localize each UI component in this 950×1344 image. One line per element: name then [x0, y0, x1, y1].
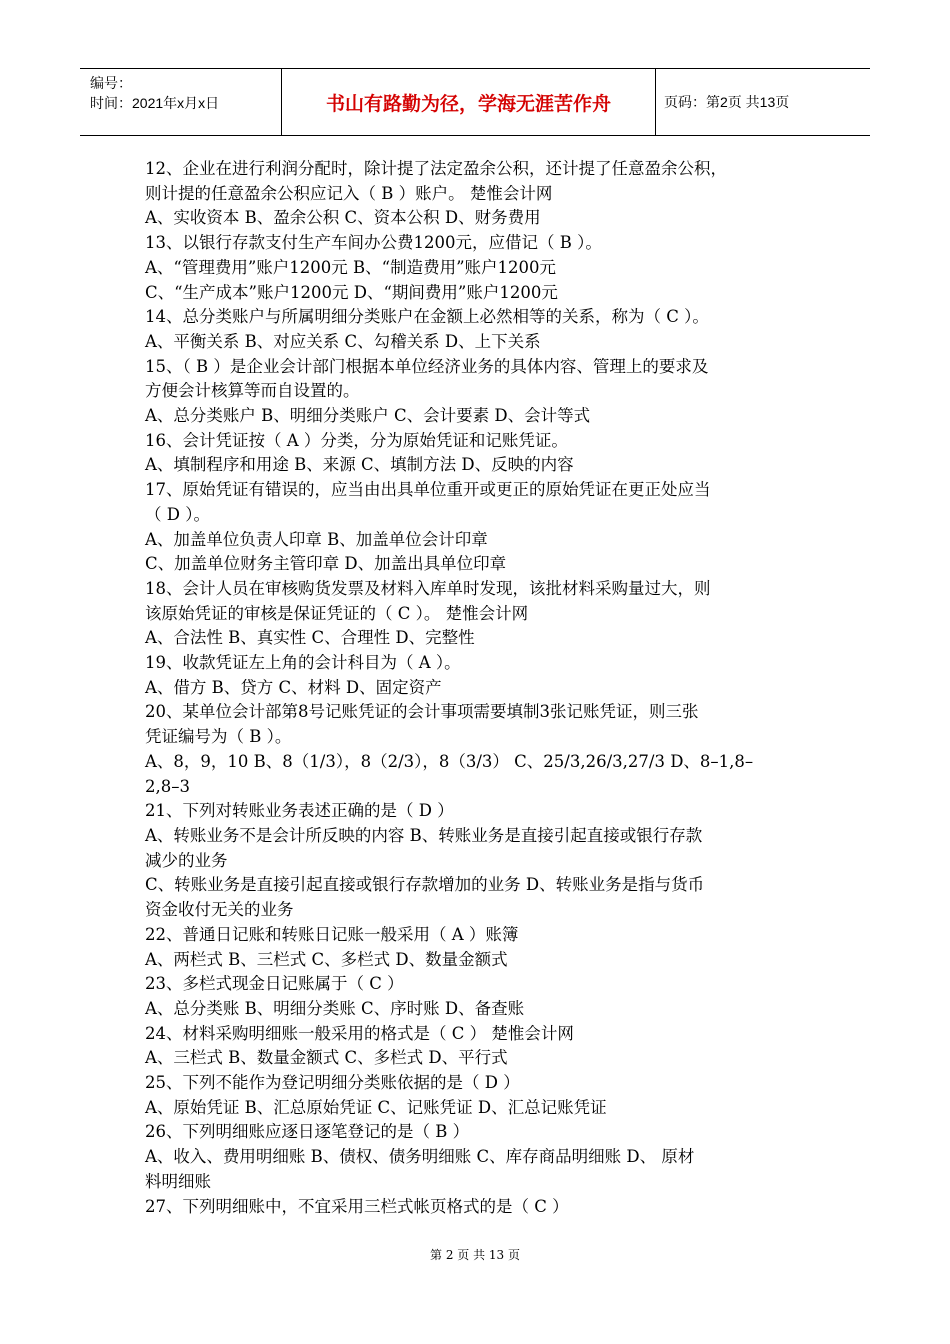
document-body: [145, 157, 813, 1219]
text-line: 减少的业务: [145, 850, 228, 870]
text-line: 24、材料采购明细账一般采用的格式是（ C ） 楚惟会计网: [145, 1023, 574, 1043]
text-line: 23、多栏式现金日记账属于（ C ）: [145, 974, 404, 994]
text-line: A、三栏式 B、数量金额式 C、多栏式 D、平行式: [145, 1048, 508, 1068]
document-date: 时间：2021年x月x日: [90, 95, 220, 111]
text-line: 资金收付无关的业务: [145, 900, 294, 920]
text-line: A、借方 B、贷方 C、材料 D、固定资产: [145, 677, 442, 697]
text-line: 19、收款凭证左上角的会计科目为（ A ）。: [145, 653, 461, 673]
header-page-info: 页码：第2页 共13页: [664, 94, 790, 110]
text-line: 料明细账: [145, 1171, 211, 1191]
text-line: （ D ）。: [145, 504, 210, 524]
text-line: 15、（ B ）是企业会计部门根据本单位经济业务的具体内容、管理上的要求及: [145, 356, 709, 376]
text-line: 22、普通日记账和转账日记账一般采用（ A ）账簿: [145, 924, 519, 944]
text-line: 25、下列不能作为登记明细分类账依据的是（ D ）: [145, 1073, 520, 1093]
text-line: C、“生产成本”账户1200元 D、“期间费用”账户1200元: [145, 282, 558, 302]
text-line: 方便会计核算等而自设置的。: [145, 381, 360, 401]
text-line: 27、下列明细账中，不宜采用三栏式帐页格式的是（ C ）: [145, 1196, 569, 1216]
text-line: A、转账业务不是会计所反映的内容 B、转账业务是直接引起直接或银行存款: [145, 825, 703, 845]
text-line: A、平衡关系 B、对应关系 C、勾稽关系 D、上下关系: [145, 331, 541, 351]
text-line: 2,8–3: [145, 776, 190, 796]
text-line: A、填制程序和用途 B、来源 C、填制方法 D、反映的内容: [145, 455, 574, 475]
text-line: C、转账业务是直接引起直接或银行存款增加的业务 D、转账业务是指与货币: [145, 875, 705, 895]
text-line: A、合法性 B、真实性 C、合理性 D、完整性: [145, 628, 475, 648]
text-line: 13、以银行存款支付生产车间办公费1200元，应借记（ B ）。: [145, 233, 602, 253]
text-line: A、加盖单位负责人印章 B、加盖单位会计印章: [145, 529, 488, 549]
text-line: A、总分类账 B、明细分类账 C、序时账 D、备查账: [145, 998, 525, 1018]
text-line: 26、下列明细账应逐日逐笔登记的是（ B ）: [145, 1122, 470, 1142]
text-line: A、两栏式 B、三栏式 C、多栏式 D、数量金额式: [145, 949, 508, 969]
page-footer: 第 2 页 共 13 页: [430, 1248, 520, 1262]
header-meta: [80, 69, 282, 135]
text-line: 18、会计人员在审核购货发票及材料入库单时发现，该批材料采购量过大，则: [145, 578, 711, 598]
page-header: [80, 68, 870, 136]
text-line: 则计提的任意盈余公积应记入（ B ）账户。 楚惟会计网: [145, 183, 553, 203]
text-line: 17、原始凭证有错误的，应当由出具单位重开或更正的原始凭证在更正处应当: [145, 480, 711, 500]
text-line: A、收入、费用明细账 B、债权、债务明细账 C、库存商品明细账 D、 原材: [145, 1147, 695, 1167]
text-line: A、“管理费用”账户1200元 B、“制造费用”账户1200元: [145, 257, 557, 277]
text-line: A、原始凭证 B、汇总原始凭证 C、记账凭证 D、汇总记账凭证: [145, 1097, 607, 1117]
text-line: 20、某单位会计部第8号记账凭证的会计事项需要填制3张记账凭证，则三张: [145, 702, 699, 722]
text-line: 14、总分类账户与所属明细分类账户在金额上必然相等的关系，称为（ C ）。: [145, 307, 709, 327]
text-line: A、实收资本 B、盈余公积 C、资本公积 D、财务费用: [145, 208, 541, 228]
text-line: 21、下列对转账业务表述正确的是（ D ）: [145, 801, 454, 821]
text-line: 该原始凭证的审核是保证凭证的（ C ）。 楚惟会计网: [145, 603, 529, 623]
text-line: A、8，9，10 B、8（1/3），8（2/3），8（3/3） C、25/3,26/3,27/3 D、8–1,8–: [145, 751, 754, 771]
text-line: 16、会计凭证按（ A ）分类，分为原始凭证和记账凭证。: [145, 430, 568, 450]
text-line: A、总分类账户 B、明细分类账户 C、会计要素 D、会计等式: [145, 406, 591, 426]
header-motto: 书山有路勤为径，学海无涯苦作舟: [282, 69, 656, 135]
document-number-label: 编号：: [90, 75, 132, 91]
text-line: 凭证编号为（ B ）。: [145, 727, 292, 747]
text-line: C、加盖单位财务主管印章 D、加盖出具单位印章: [145, 554, 507, 574]
text-line: 12、企业在进行利润分配时，除计提了法定盈余公积，还计提了任意盈余公积，: [145, 159, 727, 178]
